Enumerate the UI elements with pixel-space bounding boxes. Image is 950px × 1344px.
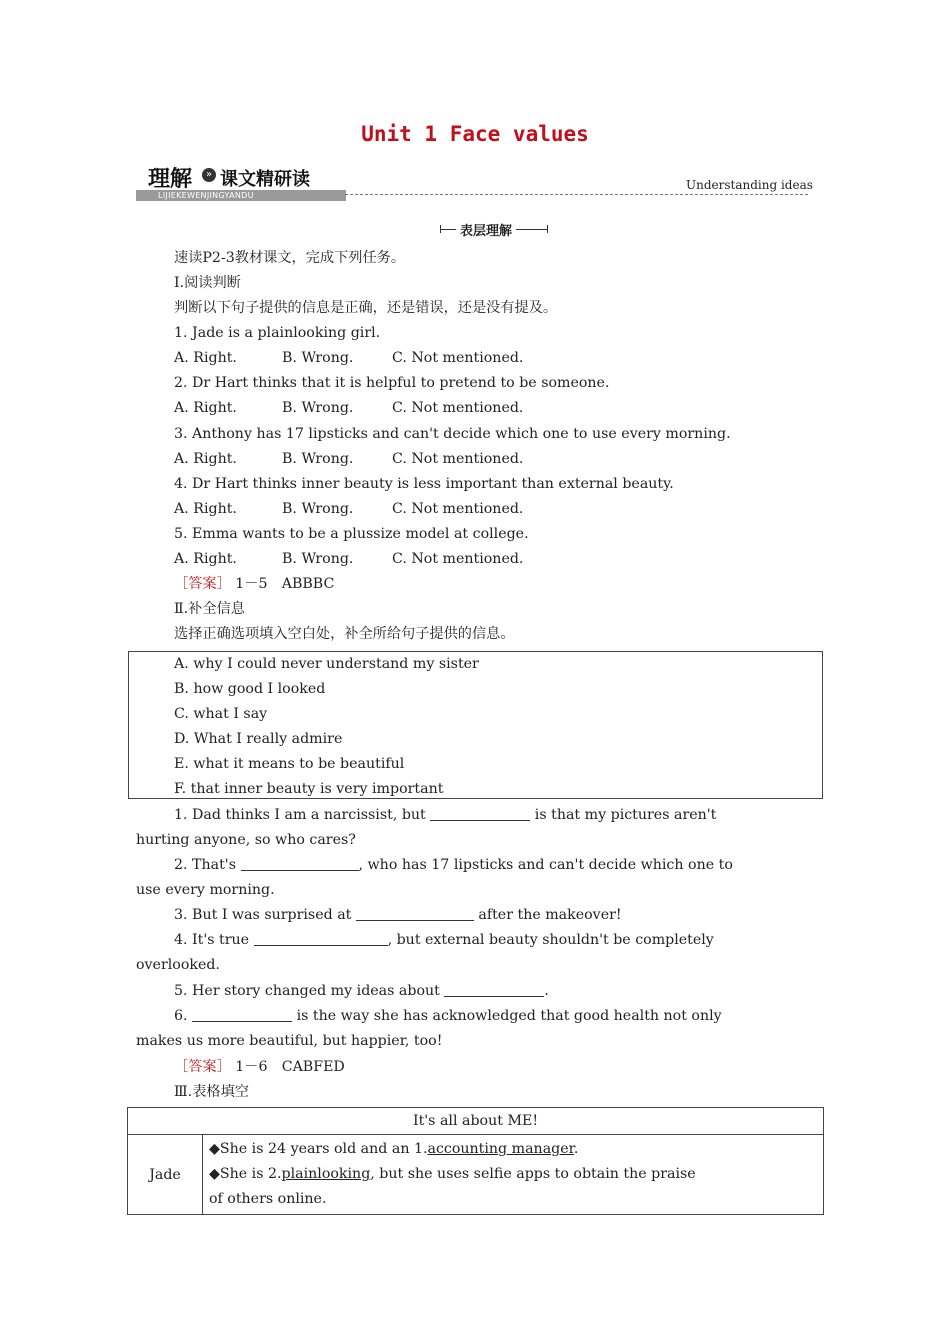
option-b: B. Wrong. bbox=[282, 501, 354, 517]
part2-instruction: 选择正确选项填入空白处，补全所给句子提供的信息。 bbox=[174, 626, 515, 642]
option-e-text: E. what it means to be beautiful bbox=[174, 756, 405, 772]
option-a: A. Right. bbox=[174, 451, 237, 467]
filled-answer: plainlooking bbox=[281, 1166, 371, 1182]
question-4: 4. Dr Hart thinks inner beauty is less important than external beauty. bbox=[174, 476, 674, 492]
sentence-6: 6. is the way she has acknowledged that good health not only makes us more beautiful, but happier, too! bbox=[136, 1008, 722, 1049]
options-row-1 bbox=[174, 348, 523, 368]
option-a: A. Right. bbox=[174, 501, 237, 517]
sentence-2: 2. That's , who has 17 lipsticks and can't decide which one to use every morning. bbox=[136, 857, 733, 898]
section-tag-label: 表层理解 bbox=[456, 220, 516, 239]
banner-arrow-icon: » bbox=[202, 168, 216, 182]
sentence-4: 4. It's true , but external beauty shouldn't be completely overlooked. bbox=[136, 932, 714, 973]
option-c: C. Not mentioned. bbox=[392, 501, 524, 517]
blank-1 bbox=[430, 806, 530, 821]
banner-main-text: 理解 bbox=[148, 167, 193, 192]
sentence-1: 1. Dad thinks I am a narcissist, but is that my pictures aren't hurting anyone, so who cares? bbox=[136, 807, 717, 848]
filled-answer: accounting manager bbox=[427, 1141, 574, 1157]
row-label: Jade bbox=[128, 1135, 203, 1215]
table-header-row bbox=[128, 1108, 824, 1135]
options-box bbox=[128, 651, 823, 799]
option-b-text: B. how good I looked bbox=[174, 681, 326, 697]
option-a: A. Right. bbox=[174, 400, 237, 416]
options-row-4 bbox=[174, 499, 523, 519]
blank-3 bbox=[356, 906, 474, 921]
option-b: B. Wrong. bbox=[282, 350, 354, 366]
option-b: B. Wrong. bbox=[282, 551, 354, 567]
table-row bbox=[128, 1135, 824, 1215]
part2-answer bbox=[174, 1057, 345, 1077]
section-tag bbox=[440, 220, 548, 238]
options-row-3 bbox=[174, 449, 523, 469]
option-b: B. Wrong. bbox=[282, 451, 354, 467]
question-5: 5. Emma wants to be a plussize model at college. bbox=[174, 526, 529, 542]
sentence-5: 5. Her story changed my ideas about . bbox=[174, 983, 549, 999]
banner-right-label: Understanding ideas bbox=[686, 178, 813, 192]
blank-5 bbox=[444, 982, 544, 997]
banner-pinyin: LIJIEKEWENJINGYANDU bbox=[158, 191, 254, 200]
answer-tag: ［答案］ bbox=[174, 576, 231, 592]
sentence-3: 3. But I was surprised at after the makeover! bbox=[174, 907, 622, 923]
part1-instruction: 判断以下句子提供的信息是正确，还是错误，还是没有提及。 bbox=[174, 300, 558, 316]
option-b: B. Wrong. bbox=[282, 400, 354, 416]
answer-text: 1－5 ABBBC bbox=[235, 576, 335, 592]
table-title: It's all about ME! bbox=[128, 1108, 824, 1135]
answer-tag: ［答案］ bbox=[174, 1059, 231, 1075]
section-banner bbox=[136, 162, 346, 202]
question-2: 2. Dr Hart thinks that it is helpful to pretend to be someone. bbox=[174, 375, 610, 391]
question-3: 3. Anthony has 17 lipsticks and can't decide which one to use every morning. bbox=[174, 426, 731, 442]
option-c: C. Not mentioned. bbox=[392, 551, 524, 567]
summary-table bbox=[127, 1107, 824, 1215]
option-d-text: D. What I really admire bbox=[174, 731, 343, 747]
blank-4 bbox=[254, 931, 388, 946]
option-a: A. Right. bbox=[174, 551, 237, 567]
option-f-text: F. that inner beauty is very important bbox=[174, 781, 444, 797]
part3-heading: Ⅲ.表格填空 bbox=[174, 1084, 249, 1100]
option-c: C. Not mentioned. bbox=[392, 350, 524, 366]
page-title: Unit 1 Face values bbox=[361, 122, 589, 146]
options-row-5 bbox=[174, 549, 523, 569]
blank-2 bbox=[241, 856, 359, 871]
option-c: C. Not mentioned. bbox=[392, 400, 524, 416]
intro-text: 速读P2-3教材课文，完成下列任务。 bbox=[174, 250, 406, 266]
part1-heading: Ⅰ.阅读判断 bbox=[174, 275, 241, 291]
banner-sub-text: 课文精研读 bbox=[220, 169, 310, 190]
option-a-text: A. why I could never understand my sister bbox=[174, 656, 479, 672]
answer-text: 1－6 CABFED bbox=[235, 1059, 345, 1075]
banner-divider bbox=[345, 194, 808, 195]
option-a: A. Right. bbox=[174, 350, 237, 366]
row-content: ◆She is 24 years old and an 1.accounting manager. ◆She is 2.plainlooking, but she uses selfie apps to obtain the praise of others online. bbox=[203, 1135, 824, 1215]
part2-heading: Ⅱ.补全信息 bbox=[174, 601, 245, 617]
option-c-text: C. what I say bbox=[174, 706, 268, 722]
option-c: C. Not mentioned. bbox=[392, 451, 524, 467]
part1-answer bbox=[174, 574, 334, 594]
question-1: 1. Jade is a plainlooking girl. bbox=[174, 325, 381, 341]
blank-6 bbox=[192, 1007, 292, 1022]
options-row-2 bbox=[174, 398, 523, 418]
